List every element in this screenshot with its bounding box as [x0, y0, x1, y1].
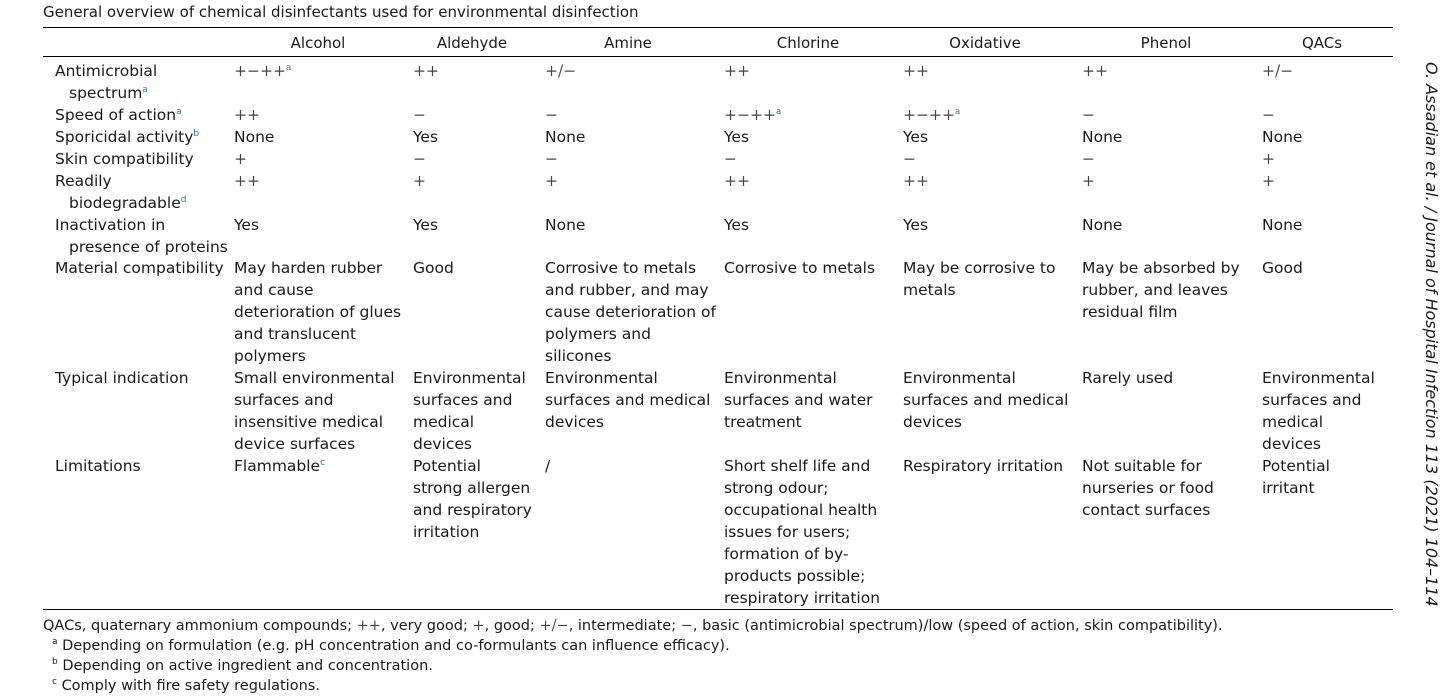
cell-indication-chlorine	[724, 367, 873, 433]
cell-line: respiratory irritation	[724, 589, 881, 607]
cell-line: Not suitable for	[1082, 457, 1202, 475]
cell-line: surfaces and water	[724, 391, 873, 409]
cell-line: surfaces and	[234, 391, 334, 409]
journal-citation: O. Assadian et al. / Journal of Hospital Infection 113 (2021) 104–114	[1422, 62, 1441, 607]
cell-speed-alcohol: ++	[234, 106, 260, 124]
column-header-oxidative: Oxidative	[949, 34, 1021, 52]
cell-line: /	[545, 457, 551, 475]
cell-skin-phenol: −	[1082, 150, 1095, 168]
cell-line: Short shelf life and	[724, 457, 871, 475]
cell-line: Small environmental	[234, 369, 395, 387]
cell-biodegradable-phenol: +	[1082, 172, 1095, 190]
cell-inactivation-phenol: None	[1082, 216, 1123, 234]
cell-line: deterioration of glues	[234, 303, 402, 321]
cell-line: medical	[413, 413, 475, 431]
cell-inactivation-chlorine: Yes	[724, 216, 750, 234]
cell-biodegradable-aldehyde: +	[413, 172, 426, 190]
footnote-c: $^c$ Comply with fire safety regulations.	[52, 677, 320, 694]
cell-speed-aldehyde: −	[413, 106, 426, 124]
cell-limitations-alcohol: Flammable$^c$	[234, 457, 326, 475]
cell-indication-qacs	[1262, 367, 1375, 455]
cell-line: surfaces and medical	[903, 391, 1069, 409]
cell-material-chlorine	[724, 257, 875, 279]
row-label-biodegradable: Readily biodegradable$^d$	[55, 172, 187, 212]
row-label-indication: Typical indication	[55, 369, 189, 387]
row-label-material: Material compatibility	[55, 259, 224, 277]
column-header-alcohol: Alcohol	[290, 34, 346, 52]
cell-sporicidal-phenol: None	[1082, 128, 1123, 146]
cell-skin-chlorine: −	[724, 150, 737, 168]
cell-line: Environmental	[903, 369, 1016, 387]
cell-line: issues for users;	[724, 523, 851, 541]
cell-limitations-amine	[545, 455, 550, 477]
cell-line: Environmental	[413, 369, 526, 387]
cell-antimicrobial-aldehyde: ++	[413, 62, 439, 80]
table-caption: General overview of chemical disinfectants used for environmental disinfection	[43, 3, 639, 21]
footnote-b: $^b$ Depending on active ingredient and concentration.	[52, 657, 433, 674]
cell-line: Respiratory irritation	[903, 457, 1064, 475]
cell-limitations-aldehyde	[413, 455, 532, 543]
cell-skin-qacs: +	[1262, 150, 1275, 168]
cell-indication-alcohol	[234, 367, 395, 455]
cell-line: silicones	[545, 347, 612, 365]
cell-speed-chlorine: +−++$^a$	[724, 106, 782, 124]
cell-material-amine	[545, 257, 716, 367]
cell-line: Potential	[1262, 457, 1330, 475]
cell-line: surfaces and medical	[545, 391, 711, 409]
column-header-amine: Amine	[604, 34, 652, 52]
cell-line: devices	[545, 413, 604, 431]
cell-line: rubber, and leaves	[1082, 281, 1228, 299]
cell-material-aldehyde	[413, 257, 454, 279]
footnote-a: $^a$ Depending on formulation (e.g. pH concentration and co-formulants can influence efficacy).	[52, 637, 730, 654]
cell-inactivation-amine: None	[545, 216, 586, 234]
column-header-qacs: QACs	[1301, 34, 1343, 52]
cell-line: devices	[413, 435, 472, 453]
cell-line: Good	[1262, 259, 1303, 277]
cell-line: Environmental	[1262, 369, 1375, 387]
cell-inactivation-oxidative: Yes	[903, 216, 929, 234]
row-label-limitations: Limitations	[55, 457, 141, 475]
cell-line: nurseries or food	[1082, 479, 1214, 497]
cell-material-phenol	[1082, 257, 1240, 323]
row-label-skin: Skin compatibility	[55, 150, 194, 168]
row-label-inactivation: Inactivation in presence of proteins	[55, 216, 228, 256]
cell-limitations-oxidative	[903, 455, 1063, 477]
row-label-antimicrobial: Antimicrobial spectrum$^a$	[55, 62, 158, 102]
cell-biodegradable-oxidative: ++	[903, 172, 929, 190]
column-header-phenol: Phenol	[1140, 34, 1192, 52]
cell-indication-aldehyde	[413, 367, 526, 455]
cell-skin-amine: −	[545, 150, 558, 168]
cell-line: residual film	[1082, 303, 1178, 321]
cell-line: medical	[1262, 413, 1324, 431]
cell-antimicrobial-oxidative: ++	[903, 62, 929, 80]
cell-indication-amine	[545, 367, 710, 433]
cell-line: May be absorbed by	[1082, 259, 1240, 277]
cell-line: and respiratory	[413, 501, 532, 519]
cell-limitations-chlorine	[724, 455, 880, 609]
cell-skin-oxidative: −	[903, 150, 916, 168]
cell-biodegradable-amine: +	[545, 172, 558, 190]
cell-line: May harden rubber	[234, 259, 383, 277]
cell-antimicrobial-phenol: ++	[1082, 62, 1108, 80]
top-rule	[43, 27, 1393, 28]
cell-antimicrobial-amine: +/−	[545, 62, 577, 80]
cell-sporicidal-qacs: None	[1262, 128, 1303, 146]
cell-material-alcohol	[234, 257, 401, 367]
cell-speed-amine: −	[545, 106, 558, 124]
cell-sporicidal-amine: None	[545, 128, 586, 146]
cell-sporicidal-chlorine: Yes	[724, 128, 750, 146]
cell-inactivation-aldehyde: Yes	[413, 216, 439, 234]
cell-sporicidal-alcohol: None	[234, 128, 275, 146]
cell-speed-phenol: −	[1082, 106, 1095, 124]
header-rule	[43, 56, 1393, 57]
cell-line: polymers	[234, 347, 306, 365]
row-label-sporicidal: Sporicidal activity$^b$	[55, 128, 200, 146]
cell-line: contact surfaces	[1082, 501, 1211, 519]
cell-antimicrobial-qacs: +/−	[1262, 62, 1294, 80]
cell-skin-aldehyde: −	[413, 150, 426, 168]
column-header-chlorine: Chlorine	[776, 34, 840, 52]
cell-line: device surfaces	[234, 435, 356, 453]
cell-line: Corrosive to metals	[724, 259, 876, 277]
row-label-speed: Speed of action$^a$	[55, 106, 182, 124]
cell-line: treatment	[724, 413, 802, 431]
cell-indication-phenol	[1082, 367, 1173, 389]
cell-line: products possible;	[724, 567, 866, 585]
cell-speed-oxidative: +−++$^a$	[903, 106, 961, 124]
cell-line: polymers and	[545, 325, 651, 343]
cell-line: irritation	[413, 523, 480, 541]
cell-speed-qacs: −	[1262, 106, 1275, 124]
cell-inactivation-alcohol: Yes	[234, 216, 260, 234]
cell-line: surfaces and	[413, 391, 513, 409]
cell-limitations-phenol	[1082, 455, 1214, 521]
cell-line: Rarely used	[1082, 369, 1174, 387]
cell-line: and translucent	[234, 325, 357, 343]
cell-line: Good	[413, 259, 454, 277]
cell-line: insensitive medical	[234, 413, 384, 431]
cell-line: cause deterioration of	[545, 303, 716, 321]
cell-antimicrobial-alcohol: +−++$^a$	[234, 62, 292, 80]
cell-line: May be corrosive to	[903, 259, 1056, 277]
cell-antimicrobial-chlorine: ++	[724, 62, 750, 80]
column-header-aldehyde: Aldehyde	[436, 34, 508, 52]
journal-running-header	[1421, 62, 1441, 632]
cell-material-oxidative	[903, 257, 1055, 301]
cell-sporicidal-oxidative: Yes	[903, 128, 929, 146]
cell-line: strong odour;	[724, 479, 829, 497]
cell-material-qacs	[1262, 257, 1303, 279]
cell-line: Corrosive to metals	[545, 259, 697, 277]
cell-line: and cause	[234, 281, 314, 299]
cell-inactivation-qacs: None	[1262, 216, 1303, 234]
cell-line: strong allergen	[413, 479, 531, 497]
cell-biodegradable-chlorine: ++	[724, 172, 750, 190]
cell-skin-alcohol: +	[234, 150, 247, 168]
cell-line: irritant	[1262, 479, 1315, 497]
cell-line: Environmental	[545, 369, 658, 387]
cell-sporicidal-aldehyde: Yes	[413, 128, 439, 146]
cell-indication-oxidative	[903, 367, 1068, 433]
cell-line: formation of by-	[724, 545, 849, 563]
cell-line: Potential	[413, 457, 481, 475]
bottom-rule	[43, 609, 1393, 610]
cell-line: devices	[1262, 435, 1321, 453]
footnote-abbreviations: QACs, quaternary ammonium compounds; ++, very good; +, good; +/−, intermediate; −, basic (antimicrobial spectrum)/low (speed of action, skin compatibility).	[43, 618, 1223, 634]
cell-biodegradable-qacs: +	[1262, 172, 1275, 190]
cell-line: and rubber, and may	[545, 281, 709, 299]
cell-line: devices	[903, 413, 962, 431]
cell-line: Environmental	[724, 369, 837, 387]
cell-line: surfaces and	[1262, 391, 1362, 409]
cell-biodegradable-alcohol: ++	[234, 172, 260, 190]
cell-limitations-qacs	[1262, 455, 1330, 499]
cell-line: occupational health	[724, 501, 878, 519]
cell-line: metals	[903, 281, 956, 299]
